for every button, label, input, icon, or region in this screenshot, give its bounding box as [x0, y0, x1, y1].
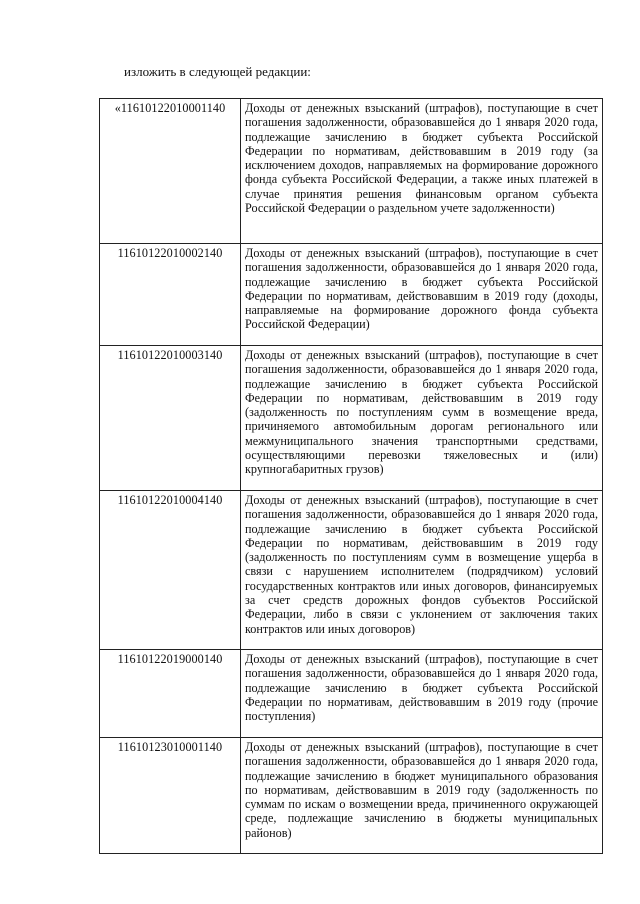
description-cell: Доходы от денежных взысканий (штрафов), поступающие в счет погашения задолженности, образовавшейся до 1 января 2020 года, подлежащие зачислению в бюджет субъекта Российской Федерации по нормативам, действовавшим в 2019 году (задолженность по поступлениям сумм в возмещение ущерба в связи с нарушением исполнителем (подрядчиком) условий государственных контрактов или иных договоров, финансируемых за счет средств дорожных фондов субъектов Российской Федерации, либо в связи с уклонением от заключения таких контрактов или иных договоров): [241, 491, 603, 650]
table-row: [100, 738, 603, 854]
budget-code-cell: 11610123010001140: [100, 738, 241, 854]
table-row: [100, 346, 603, 491]
description-cell: Доходы от денежных взысканий (штрафов), поступающие в счет погашения задолженности, образовавшейся до 1 января 2020 года, подлежащие зачислению в бюджет субъекта Российской Федерации по нормативам, действовавшим в 2019 году (прочие поступления): [241, 650, 603, 738]
budget-code-cell: 11610122010002140: [100, 244, 241, 346]
budget-codes-table: [99, 98, 603, 854]
table-row: [100, 650, 603, 738]
description-cell: Доходы от денежных взысканий (штрафов), поступающие в счет погашения задолженности, образовавшейся до 1 января 2020 года, подлежащие зачислению в бюджет субъекта Российской Федерации по нормативам, действовавшим в 2019 году (доходы, направляемые на формирование дорожного фонда субъекта Российской Федерации): [241, 244, 603, 346]
intro-text: изложить в следующей редакции:: [124, 64, 311, 79]
table-row: [100, 99, 603, 244]
table-row: [100, 244, 603, 346]
description-cell: Доходы от денежных взысканий (штрафов), поступающие в счет погашения задолженности, образовавшейся до 1 января 2020 года, подлежащие зачислению в бюджет муниципального образования по нормативам, действовавшим в 2019 году (задолженность по суммам по искам о возмещении вреда, причиненного окружающей среде, подлежащие зачислению в бюджеты муниципальных районов): [241, 738, 603, 854]
budget-code-cell: 11610122010003140: [100, 346, 241, 491]
description-cell: Доходы от денежных взысканий (штрафов), поступающие в счет погашения задолженности, образовавшейся до 1 января 2020 года, подлежащие зачислению в бюджет субъекта Российской Федерации по нормативам, действовавшим в 2019 году (задолженность по поступлениям сумм в возмещение вреда, причиняемого автомобильным дорогам регионального или межмуниципального значения транспортными средствами, осуществляющими перевозки тяжеловесных и (или) крупногабаритных грузов): [241, 346, 603, 491]
description-cell: Доходы от денежных взысканий (штрафов), поступающие в счет погашения задолженности, образовавшейся до 1 января 2020 года, подлежащие зачислению в бюджет субъекта Российской Федерации по нормативам, действовавшим в 2019 году (за исключением доходов, направляемых на формирование дорожного фонда субъекта Российской Федерации, а также иных платежей в случае принятия решения финансовым органом субъекта Российской Федерации о раздельном учете задолженности): [241, 99, 603, 244]
table-row: [100, 491, 603, 650]
budget-code-cell: 11610122019000140: [100, 650, 241, 738]
budget-code-cell: 11610122010004140: [100, 491, 241, 650]
budget-code-cell: «11610122010001140: [100, 99, 241, 244]
